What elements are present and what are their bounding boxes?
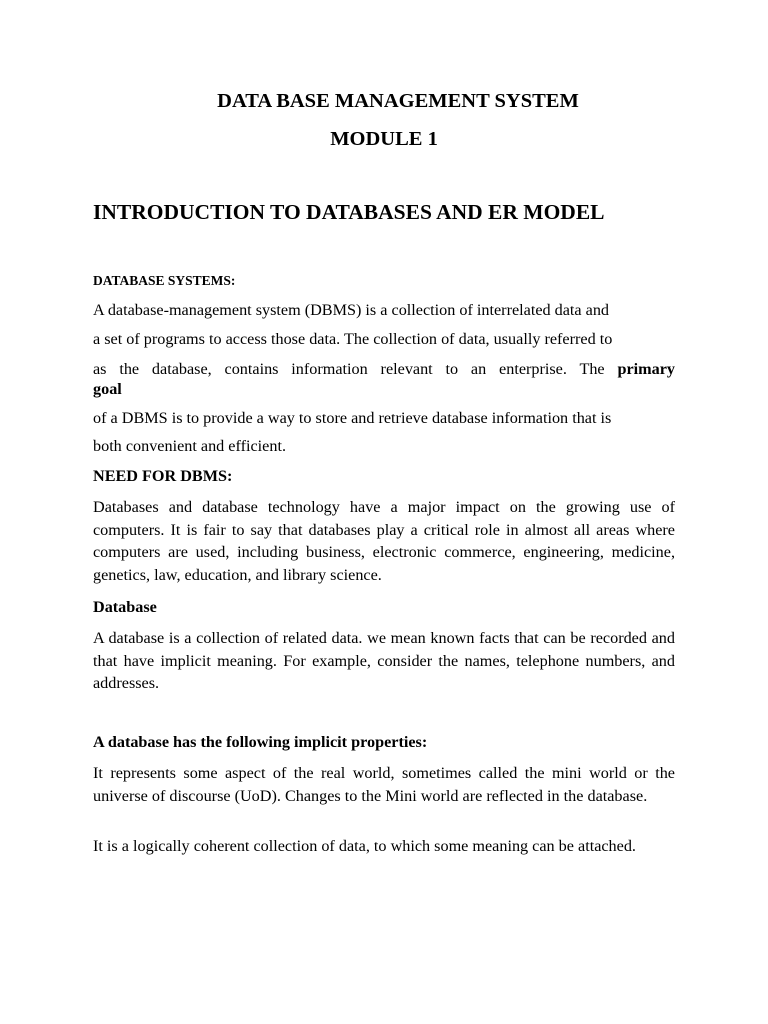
properties-heading: A database has the following implicit properties:: [93, 733, 428, 751]
dbms-definition-line-6: both convenient and efficient.: [93, 437, 286, 455]
dbms-definition-line-3: [93, 359, 675, 379]
module-title: MODULE 1: [330, 128, 438, 150]
primary-bold-text: primary: [617, 360, 676, 378]
document-title: DATA BASE MANAGEMENT SYSTEM: [217, 90, 579, 112]
database-paragraph: A database is a collection of related data. we mean known facts that can be recorded and that have implicit meaning. For example, consider the names, telephone numbers, and addresses.: [93, 629, 675, 692]
document-page: [93, 0, 675, 1024]
properties-paragraph-1: It represents some aspect of the real world, sometimes called the mini world or the universe of discourse (UoD). Changes to the Mini world are reflected in the database.: [93, 764, 675, 805]
dbms-definition-line-3-text: as the database, contains information relevant to an enterprise. The: [93, 360, 605, 378]
need-for-dbms-paragraph: Databases and database technology have a major impact on the growing use of computers. It is fair to say that databases play a critical role in almost all areas where computers are used, including business, electronic commerce, engineering, medicine, genetics, law, education, and library science.: [93, 498, 675, 584]
dbms-definition-line-5: of a DBMS is to provide a way to store and retrieve database information that is: [93, 409, 612, 427]
database-systems-heading: DATABASE SYSTEMS:: [93, 273, 236, 288]
need-for-dbms-heading: NEED FOR DBMS:: [93, 467, 233, 485]
database-heading: Database: [93, 598, 157, 616]
properties-paragraph-2: It is a logically coherent collection of data, to which some meaning can be attached.: [93, 837, 636, 855]
dbms-definition-line-2: a set of programs to access those data. The collection of data, usually referred to: [93, 330, 613, 348]
chapter-title: INTRODUCTION TO DATABASES AND ER MODEL: [93, 200, 605, 224]
goal-bold-text: goal: [93, 380, 122, 398]
dbms-definition-line-1: A database-management system (DBMS) is a collection of interrelated data and: [93, 301, 610, 319]
